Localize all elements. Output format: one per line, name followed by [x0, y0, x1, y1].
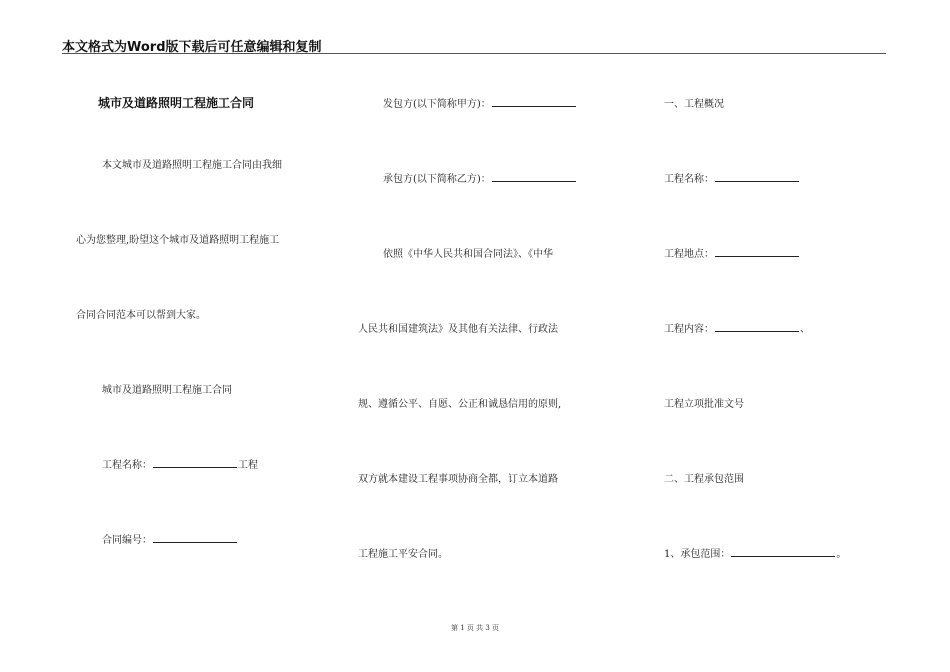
contract-number-row — [102, 531, 238, 546]
overview-name-blank — [715, 171, 799, 182]
overview-location-row — [664, 245, 800, 260]
header-divider — [62, 53, 886, 54]
section-project-overview: 一、工程概况 — [664, 99, 724, 110]
overview-location-label: 工程地点： — [664, 249, 714, 260]
scope-blank — [731, 546, 835, 557]
preamble-line-3: 规、遵循公平、自愿、公正和诚恳信用的原则, — [358, 399, 562, 410]
party-a-row — [383, 95, 577, 110]
party-b-row — [383, 170, 577, 185]
intro-line-1: 本文城市及道路照明工程施工合同由我细 — [102, 160, 282, 171]
section-contract-scope: 二、工程承包范围 — [664, 474, 744, 485]
preamble-line-5: 工程施工平安合同。 — [358, 549, 448, 560]
overview-content-suffix: 、 — [800, 324, 810, 335]
party-b-blank — [492, 171, 576, 182]
contract-number-blank — [153, 532, 237, 543]
intro-line-2: 心为您整理,盼望这个城市及道路照明工程施工 — [76, 235, 280, 246]
scope-suffix: 。 — [836, 549, 847, 560]
approval-number-label: 工程立项批准文号 — [664, 399, 744, 410]
project-name-blank — [153, 457, 237, 468]
contract-number-label: 合同编号： — [102, 535, 152, 546]
project-name-suffix: 工程 — [238, 460, 258, 471]
preamble-line-1: 依照《中华人民共和国合同法》、《中华 — [383, 249, 553, 260]
overview-content-blank — [715, 321, 799, 332]
scope-row — [664, 545, 846, 560]
contract-subtitle: 城市及道路照明工程施工合同 — [102, 385, 232, 396]
intro-line-3: 合同合同范本可以帮到大家。 — [76, 310, 206, 321]
overview-location-blank — [715, 246, 799, 257]
project-name-row — [102, 456, 258, 471]
scope-label: 1、承包范围： — [664, 549, 731, 560]
party-a-label: 发包方(以下简称甲方)： — [383, 99, 491, 110]
document-title: 城市及道路照明工程施工合同 — [98, 96, 255, 110]
overview-content-row — [664, 320, 810, 335]
overview-content-label: 工程内容： — [664, 324, 714, 335]
overview-name-row — [664, 170, 800, 185]
party-a-blank — [492, 96, 576, 107]
party-b-label: 承包方(以下简称乙方)： — [383, 174, 491, 185]
preamble-line-2: 人民共和国建筑法》及其他有关法律、行政法 — [358, 324, 558, 335]
preamble-line-4: 双方就本建设工程事项协商全都，订立本道路 — [358, 474, 558, 485]
document-header-title: 本文格式为Word版下载后可任意编辑和复制 — [62, 40, 322, 55]
project-name-label: 工程名称： — [102, 460, 152, 471]
overview-name-label: 工程名称： — [664, 174, 714, 185]
page-number: 第 1 页 共 3 页 — [450, 624, 500, 632]
